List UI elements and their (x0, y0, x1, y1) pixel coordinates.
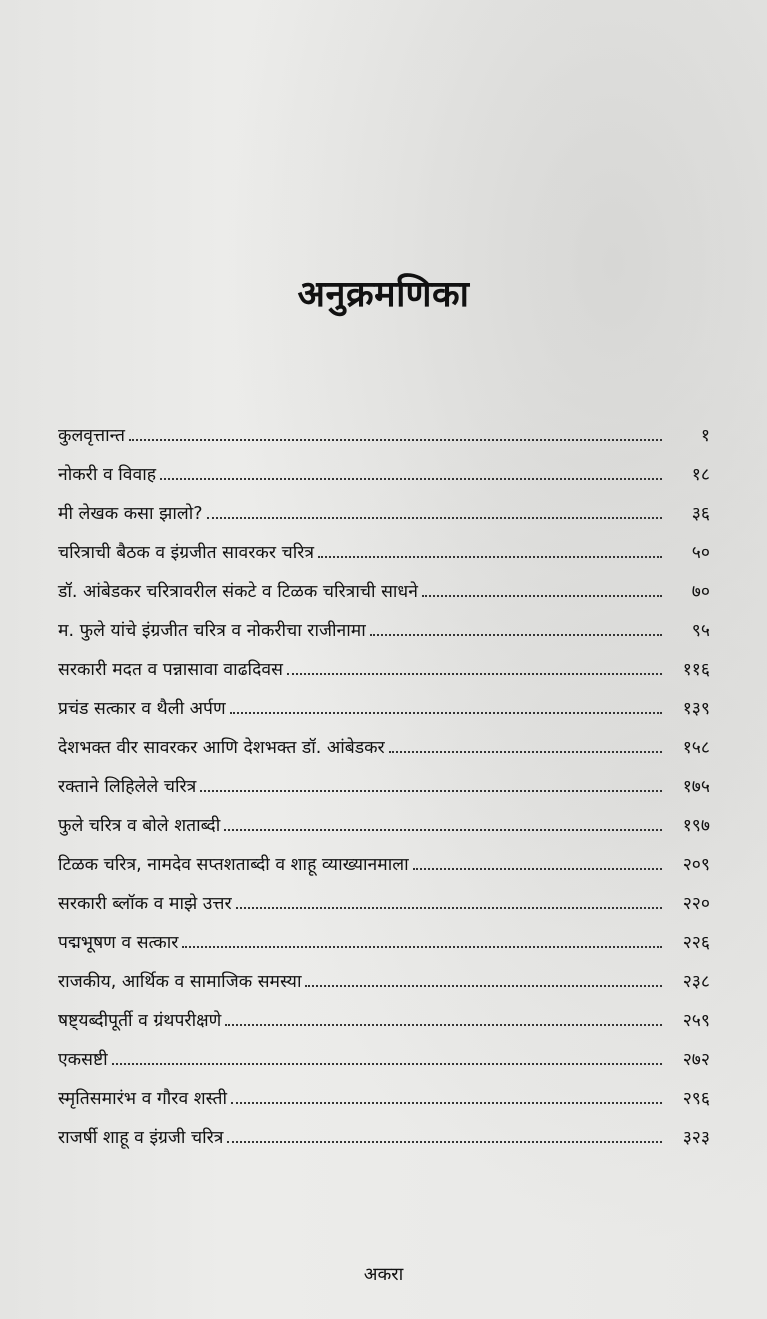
toc-entry-title: देशभक्त वीर सावरकर आणि देशभक्त डॉ. आंबेडकर (58, 738, 385, 758)
toc-page-number: ५० (691, 543, 710, 563)
toc-entry (58, 486, 710, 525)
dot-leader (112, 1063, 662, 1065)
toc-entry (58, 759, 710, 798)
toc-entry-title: राजकीय, आर्थिक व सामाजिक समस्या (58, 972, 302, 992)
toc-entry-title: प्रचंड सत्कार व थैली अर्पण (58, 699, 226, 719)
toc-entry-title: कुलवृत्तान्त (58, 426, 126, 446)
toc-entry-title: नोकरी व विवाह (58, 465, 157, 485)
dot-leader (318, 556, 662, 558)
toc-page-number: ११६ (682, 660, 710, 680)
dot-leader (225, 1024, 662, 1026)
toc-entry-title: सरकारी ब्लॉक व माझे उत्तर (58, 894, 232, 914)
toc-entry (58, 798, 710, 837)
toc-entry (58, 564, 710, 603)
toc-entry (58, 1071, 710, 1110)
toc-page-number: ७० (691, 582, 710, 602)
toc-entry-title: मी लेखक कसा झालो? (58, 504, 203, 524)
toc-page-number: १ (700, 426, 710, 446)
toc-entry-title: टिळक चरित्र, नामदेव सप्तशताब्दी व शाहू व्याख्यानमाला (58, 855, 409, 875)
toc-page-number: २३८ (682, 972, 710, 992)
dot-leader (224, 829, 662, 831)
toc-entry (58, 720, 710, 759)
toc-entry (58, 525, 710, 564)
dot-leader (370, 634, 662, 636)
toc-entry (58, 681, 710, 720)
toc-entry (58, 915, 710, 954)
dot-leader (389, 751, 662, 753)
dot-leader (160, 478, 662, 480)
toc-entry-title: रक्ताने लिहिलेले चरित्र (58, 777, 197, 797)
dot-leader (129, 439, 662, 441)
toc-entry-title: फुले चरित्र व बोले शताब्दी (58, 816, 221, 836)
toc-page-number: २०९ (682, 855, 710, 875)
toc-entry-title: एकसष्टी (58, 1050, 108, 1070)
toc-page-number: १३९ (682, 699, 710, 719)
toc-page-number: ३६ (691, 504, 710, 524)
toc-entry (58, 447, 710, 486)
toc-entry (58, 954, 710, 993)
toc-page-number: २५९ (682, 1011, 710, 1031)
dot-leader (182, 946, 662, 948)
toc-entry (58, 408, 710, 447)
dot-leader (230, 712, 662, 714)
dot-leader (413, 868, 662, 870)
dot-leader (207, 517, 662, 519)
toc-entry (58, 603, 710, 642)
toc-page-number: २२६ (682, 933, 710, 953)
dot-leader (227, 1141, 662, 1143)
toc-entry-title: डॉ. आंबेडकर चरित्रावरील संकटे व टिळक चरित्राची साधने (58, 582, 418, 602)
toc-page-number: १९७ (682, 816, 710, 836)
table-of-contents (58, 408, 710, 1149)
toc-entry-title: राजर्षी शाहू व इंग्रजी चरित्र (58, 1128, 224, 1148)
toc-entry-title: पद्मभूषण व सत्कार (58, 933, 179, 953)
dot-leader (305, 985, 662, 987)
dot-leader (287, 673, 662, 675)
toc-entry (58, 993, 710, 1032)
toc-entry-title: सरकारी मदत व पन्नासावा वाढदिवस (58, 660, 283, 680)
toc-entry (58, 837, 710, 876)
toc-entry-title: म. फुले यांचे इंग्रजीत चरित्र व नोकरीचा राजीनामा (58, 621, 366, 641)
toc-page-number: २२० (682, 894, 710, 914)
toc-entry (58, 1032, 710, 1071)
toc-page-number: १८ (691, 465, 710, 485)
page-folio: अकरा (363, 1264, 404, 1285)
toc-entry-title: स्मृतिसमारंभ व गौरव शस्ती (58, 1089, 227, 1109)
toc-page-number: ३२३ (682, 1128, 710, 1148)
toc-entry-title: चरित्राची बैठक व इंग्रजीत सावरकर चरित्र (58, 543, 315, 563)
dot-leader (422, 595, 662, 597)
dot-leader (231, 1102, 662, 1104)
toc-page-number: २९६ (682, 1089, 710, 1109)
dot-leader (236, 907, 662, 909)
toc-page-number: २७२ (682, 1050, 710, 1070)
dot-leader (200, 790, 662, 792)
toc-entry (58, 1110, 710, 1149)
toc-entry (58, 642, 710, 681)
toc-entry (58, 876, 710, 915)
toc-page-number: १७५ (682, 777, 710, 797)
toc-page-number: ९५ (691, 621, 710, 641)
toc-page-number: १५८ (682, 738, 710, 758)
page-title: अनुक्रमणिका (297, 274, 470, 315)
toc-entry-title: षष्ट्यब्दीपूर्ती व ग्रंथपरीक्षणे (58, 1011, 222, 1031)
